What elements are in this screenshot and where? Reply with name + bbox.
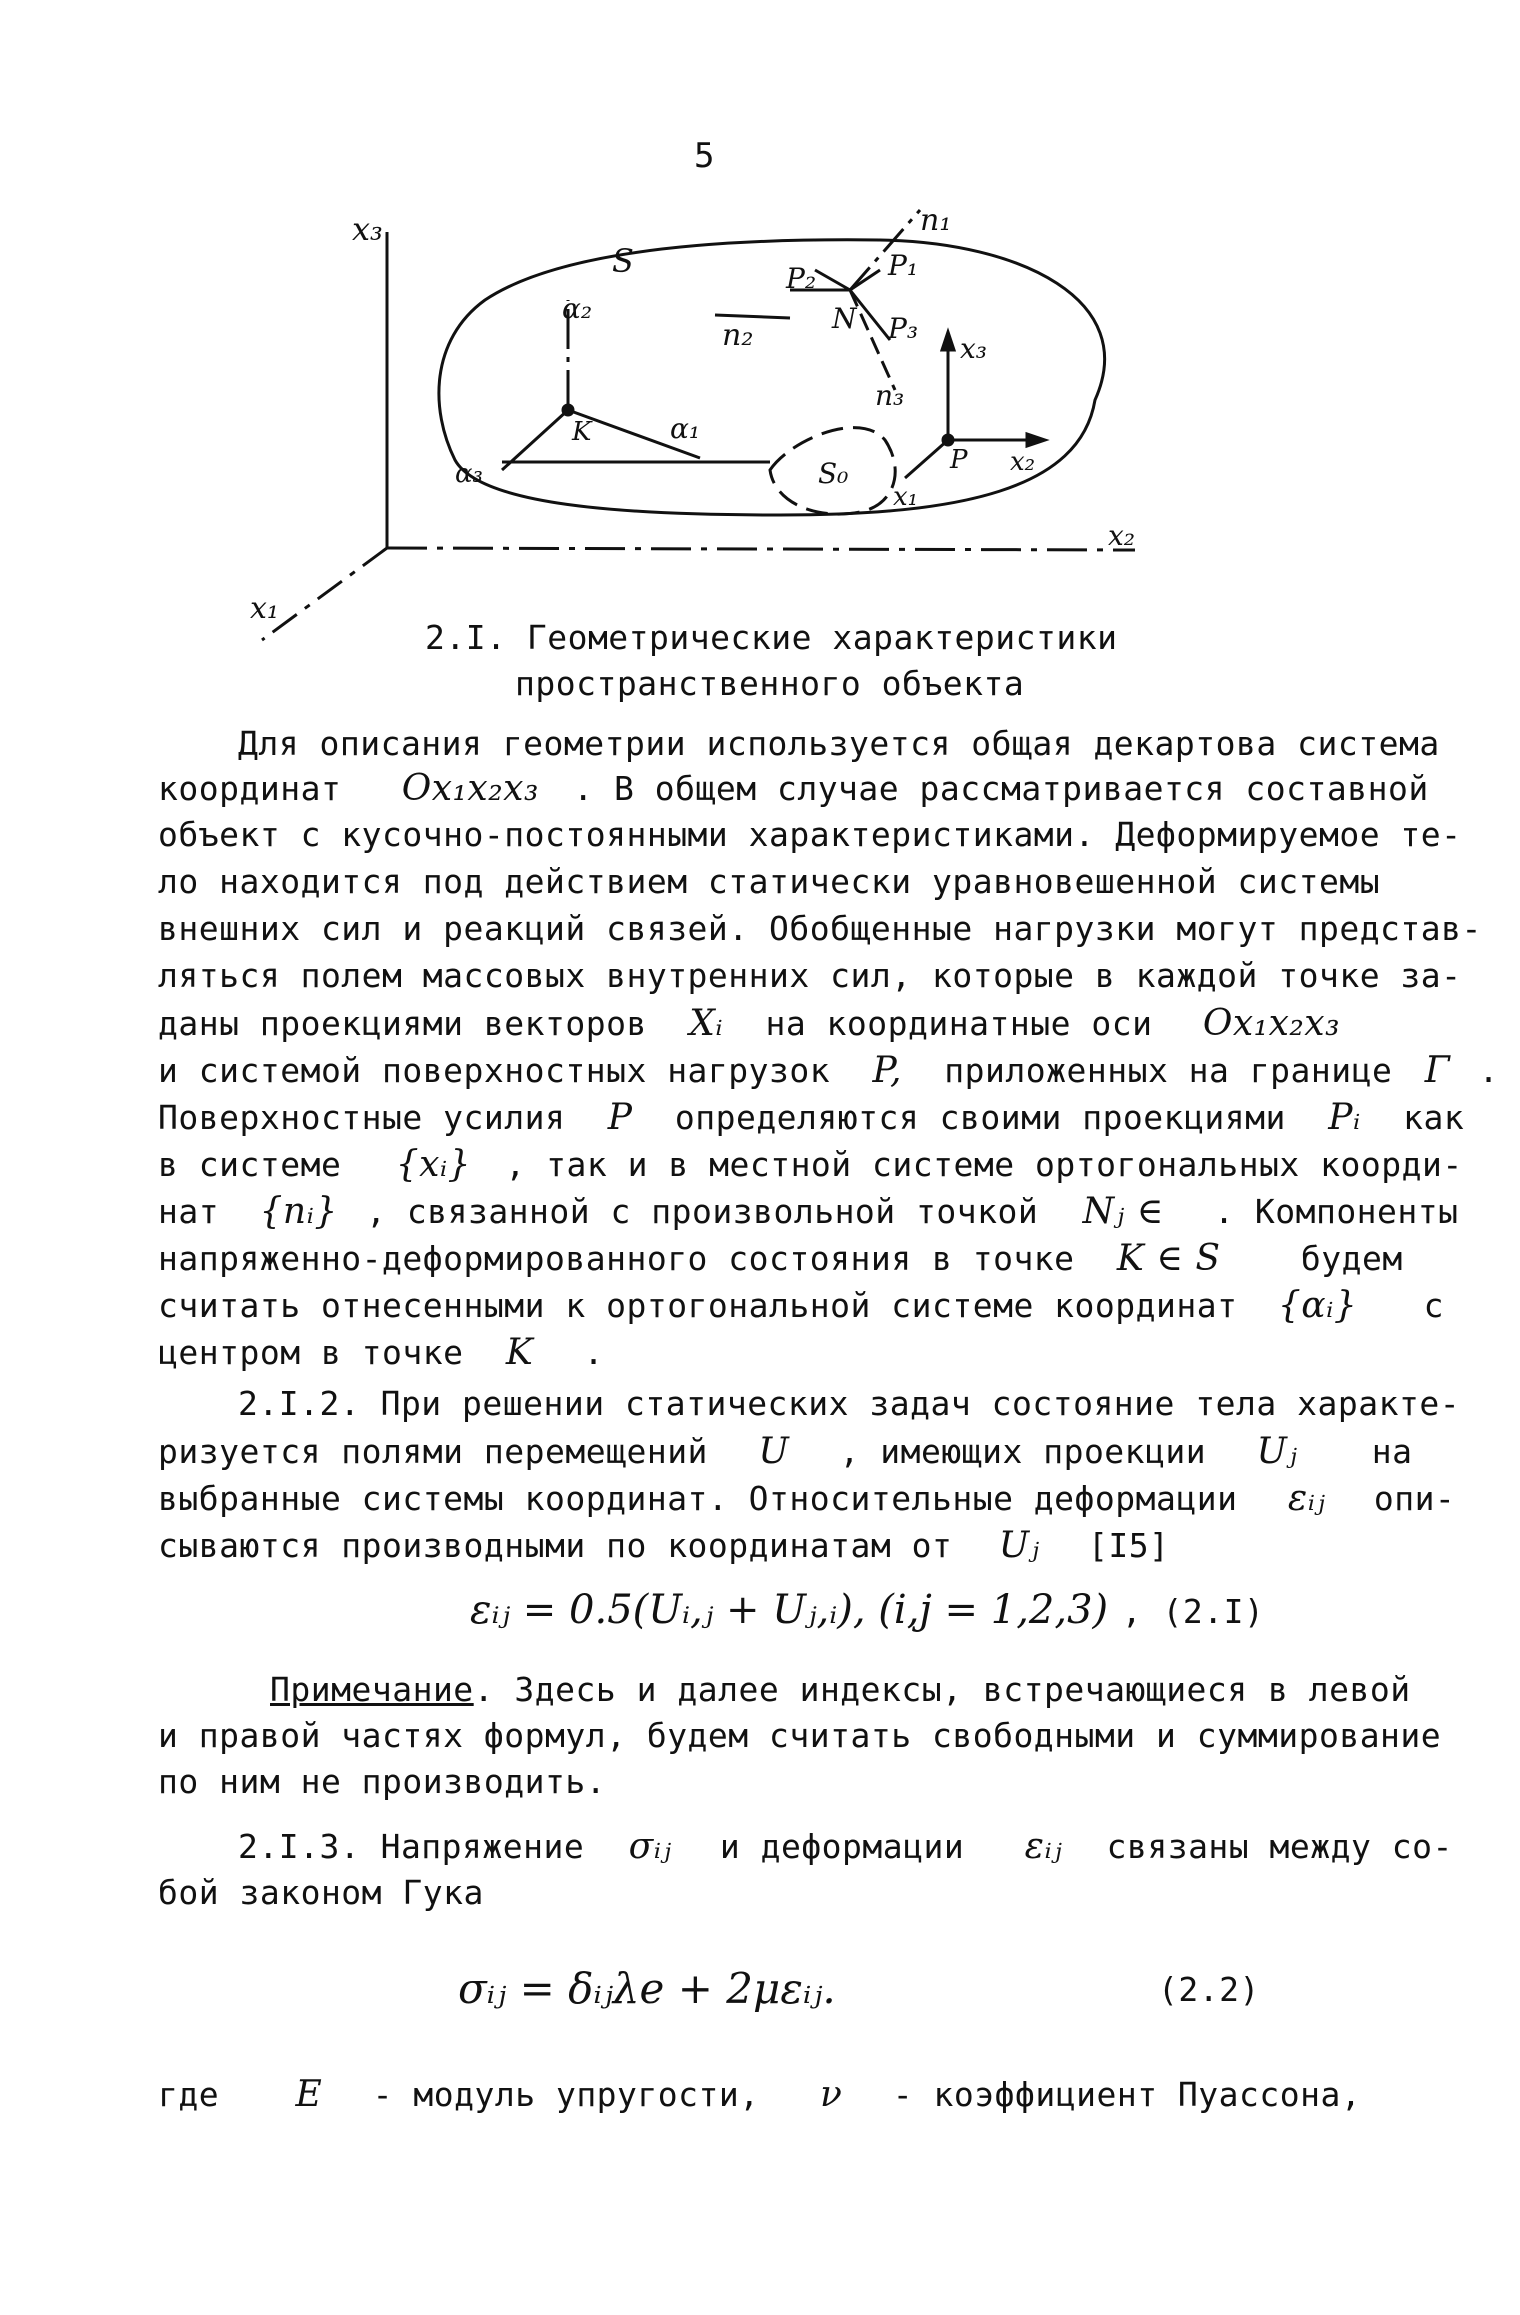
label-k: K <box>572 417 592 447</box>
label-n: N <box>832 302 857 335</box>
para1-line1: Для описания геометрии используется общая декартова система <box>238 724 1440 763</box>
equation-2-2-number: (2.2) <box>1158 1970 1260 2009</box>
label-p2: P₂ <box>786 262 817 295</box>
label-x2-axis: x₂ <box>1108 519 1136 552</box>
section-heading-line1: 2.I. Геометрические характеристики <box>425 618 1118 657</box>
para1-line4: ло находится под действием статически уравновешенной системы <box>158 862 1381 901</box>
para1-line14: центром в точке K . <box>158 1332 605 1373</box>
formula-sigma-ij: σᵢⱼ <box>628 1826 672 1867</box>
para1-line13: считать отнесенными к ортогональной системе координат {αᵢ} с <box>158 1285 1444 1326</box>
formula-ni-set: {nᵢ} <box>259 1191 338 1232</box>
label-n2: n₂ <box>722 318 754 353</box>
formula-nu: ν <box>820 2074 843 2115</box>
label-n3: n₃ <box>875 379 905 412</box>
note-line1: Примечание. Здесь и далее индексы, встречающиеся в левой <box>270 1670 1411 1709</box>
formula-xi: Xᵢ <box>689 1003 724 1044</box>
para1-line8: и системой поверхностных нагрузок P, приложенных на границе Γ . <box>158 1050 1499 1091</box>
formula-uj-2: Uⱼ <box>998 1525 1040 1566</box>
para1-line7: даны проекциями векторов Xᵢ на координатные оси Ox₁x₂x₃ <box>158 1003 1341 1044</box>
axis-x2 <box>387 548 1135 550</box>
para4-line1: где E - модуль упругости, ν - коэффициент Пуассона, <box>158 2074 1362 2115</box>
label-p: P <box>950 445 968 475</box>
para1-line12: напряженно-деформированного состояния в точке K ∈ S будем <box>158 1238 1403 1279</box>
label-alpha3: α₃ <box>455 459 483 489</box>
formula-nj: Nⱼ ∈ <box>1082 1191 1164 1232</box>
page-number: 5 <box>694 136 715 176</box>
label-local-x3: x₃ <box>960 332 988 365</box>
para2-line3: выбранные системы координат. Относительные деформации εᵢⱼ опи- <box>158 1478 1456 1519</box>
equation-2-1-formula: εᵢⱼ = 0.5(Uᵢ,ⱼ + Uⱼ,ᵢ), (i,j = 1,2,3) <box>470 1587 1109 1633</box>
para3-line2: бой законом Гука <box>158 1873 484 1912</box>
label-p1: P₁ <box>888 249 919 282</box>
para1-line5: внешних сил и реакций связей. Обобщенные нагрузки могут представ- <box>158 909 1482 948</box>
para1-line11: нат {nᵢ} , связанной с произвольной точкой Nⱼ ∈ . Компоненты <box>158 1191 1459 1232</box>
label-alpha1: α₁ <box>670 412 701 445</box>
para2-line1: 2.I.2. При решении статических задач состояние тела характе- <box>238 1384 1461 1423</box>
formula-pi: Pᵢ <box>1328 1097 1361 1138</box>
note-line3: по ним не производить. <box>158 1762 607 1801</box>
formula-k: K <box>505 1332 534 1373</box>
para2-line2: ризуется полями перемещений U , имеющих проекции Uⱼ на <box>158 1431 1413 1472</box>
formula-gamma: Γ <box>1424 1050 1451 1091</box>
para1-line2: координат Ox₁x₂x₃ . В общем случае рассматривается составной <box>158 768 1429 809</box>
note-label: Примечание <box>270 1670 474 1709</box>
label-n1: n₁ <box>920 203 952 238</box>
formula-k-in-s: K ∈ S <box>1116 1238 1221 1279</box>
equation-2-2-formula: σᵢⱼ = δᵢⱼλe + 2μεᵢⱼ. <box>458 1964 836 2013</box>
para2-line4: сываются производными по координатам от Uⱼ [I5] <box>158 1525 1170 1566</box>
label-p3: P₃ <box>888 312 919 345</box>
equation-2-1 <box>470 1587 1264 1633</box>
formula-ox1x2x3: Ox₁x₂x₃ <box>401 768 539 809</box>
axis-x1 <box>262 548 387 640</box>
formula-u: U <box>758 1431 790 1472</box>
label-x1-axis: x₁ <box>250 591 279 626</box>
label-local-x2: x₂ <box>1010 447 1036 477</box>
formula-eps-ij-2: εᵢⱼ <box>1024 1826 1063 1867</box>
formula-alpha-set: {αᵢ} <box>1277 1285 1358 1326</box>
label-x3-axis: x₃ <box>352 210 383 248</box>
formula-axes: Ox₁x₂x₃ <box>1202 1003 1341 1044</box>
para1-line9: Поверхностные усилия P определяются своими проекциями Pᵢ как <box>158 1097 1465 1138</box>
para1-line6: ляться полем массовых внутренних сил, которые в каждой точке за- <box>158 956 1462 995</box>
formula-e-modulus: E <box>295 2074 323 2115</box>
para3-line1: 2.I.3. Напряжение σᵢⱼ и деформации εᵢⱼ связаны между со- <box>238 1826 1453 1867</box>
label-s: S <box>612 242 634 280</box>
label-alpha2: α₂ <box>562 292 593 325</box>
note-line2: и правой частях формул, будем считать свободными и суммирование <box>158 1716 1442 1755</box>
label-s0: S₀ <box>818 457 849 490</box>
formula-eps-ij: εᵢⱼ <box>1287 1478 1326 1519</box>
geometry-figure <box>0 0 1520 680</box>
para1-line10: в системе {xᵢ} , так и в местной системе ортогональных коорди- <box>158 1144 1463 1185</box>
formula-xi-set: {xᵢ} <box>395 1144 472 1185</box>
formula-p: P, <box>872 1050 902 1091</box>
section-heading-line2: пространственного объекта <box>515 664 1025 703</box>
para1-line3: объект с кусочно-постоянными характеристиками. Деформируемое те- <box>158 815 1462 854</box>
label-local-x1: x₁ <box>893 482 919 512</box>
equation-2-1-number: , (2.I) <box>1121 1592 1265 1631</box>
formula-p-force: P <box>607 1097 633 1138</box>
formula-uj: Uⱼ <box>1256 1431 1298 1472</box>
